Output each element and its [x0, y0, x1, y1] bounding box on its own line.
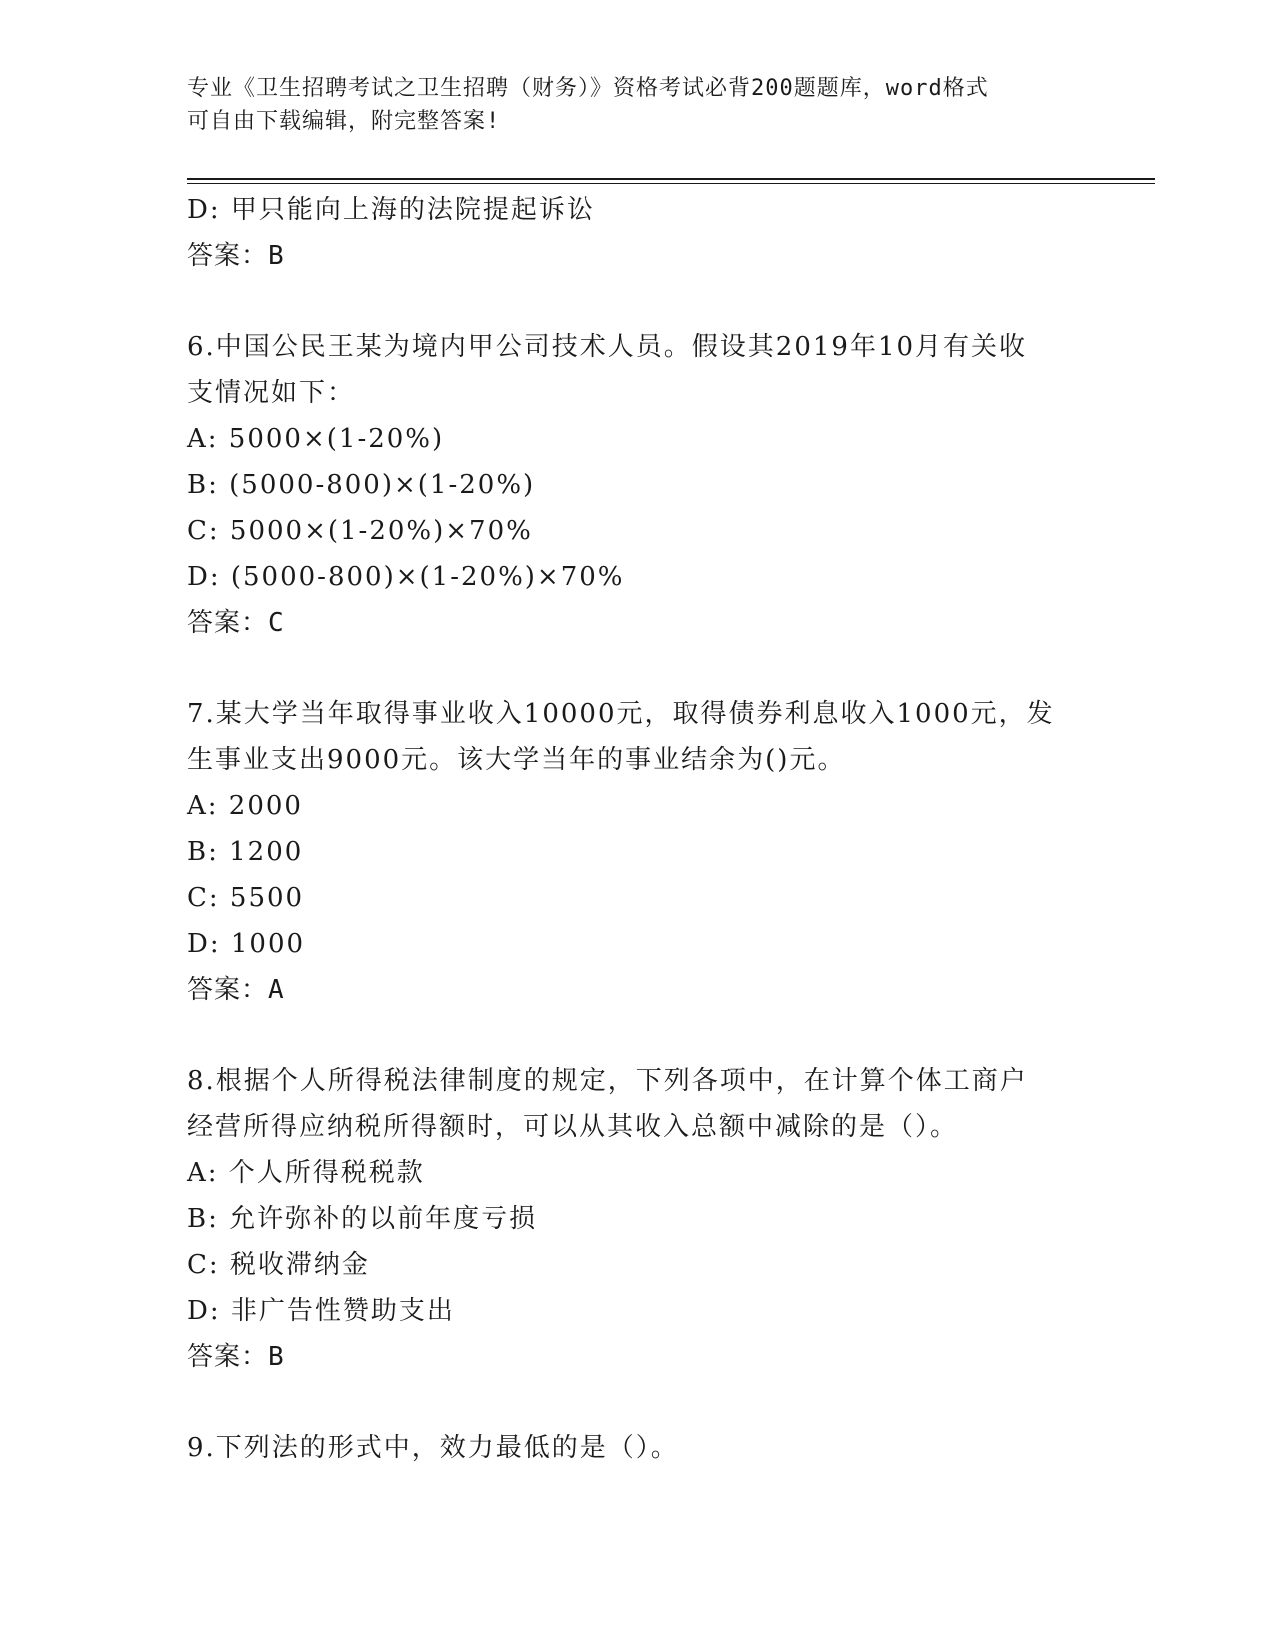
option-d: D: 非广告性赞助支出	[187, 1296, 455, 1326]
question-stem: 9.下列法的形式中，效力最低的是（）。	[187, 1433, 679, 1463]
header-rule-thin	[187, 183, 1155, 184]
answer-label: 答案：B	[187, 241, 285, 271]
question-block-prev	[187, 187, 1087, 279]
option-d: D: 甲只能向上海的法院提起诉讼	[187, 195, 595, 225]
option-b: B: 允许弥补的以前年度亏损	[187, 1204, 538, 1234]
option-a: A: 5000×(1-20%)	[187, 424, 445, 454]
header-line-1: 专业《卫生招聘考试之卫生招聘（财务）》资格考试必背200题题库，word格式	[187, 76, 989, 101]
answer-label: 答案：C	[187, 608, 285, 638]
option-a: A: 个人所得税税款	[187, 1158, 425, 1188]
question-block-7	[187, 691, 1087, 1013]
question-block-9	[187, 1425, 1087, 1471]
question-block-6	[187, 324, 1087, 646]
answer-label: 答案：A	[187, 975, 285, 1005]
question-block-8	[187, 1058, 1087, 1380]
question-stem-cont: 经营所得应纳税所得额时，可以从其收入总额中减除的是（）。	[187, 1112, 959, 1142]
option-b: B: 1200	[187, 837, 304, 867]
question-stem-cont: 生事业支出9000元。该大学当年的事业结余为()元。	[187, 745, 846, 775]
option-c: C: 5000×(1-20%)×70%	[187, 516, 533, 546]
option-d: D: 1000	[187, 929, 306, 959]
question-stem-cont: 支情况如下：	[187, 378, 356, 408]
question-stem: 8.根据个人所得税法律制度的规定，下列各项中，在计算个体工商户	[187, 1066, 1028, 1096]
option-c: C: 5500	[187, 883, 305, 913]
question-list	[187, 187, 1087, 1471]
question-stem: 7.某大学当年取得事业收入10000元，取得债券利息收入1000元，发	[187, 699, 1055, 729]
answer-label: 答案：B	[187, 1342, 285, 1372]
option-a: A: 2000	[187, 791, 303, 821]
document-header	[187, 72, 1087, 138]
option-c: C: 税收滞纳金	[187, 1250, 370, 1280]
option-d: D: (5000-800)×(1-20%)×70%	[187, 562, 625, 592]
option-b: B: (5000-800)×(1-20%)	[187, 470, 536, 500]
header-rule-thick	[187, 178, 1155, 180]
header-line-2: 可自由下载编辑，附完整答案!	[187, 109, 501, 134]
question-stem: 6.中国公民王某为境内甲公司技术人员。假设其2019年10月有关收	[187, 332, 1028, 362]
